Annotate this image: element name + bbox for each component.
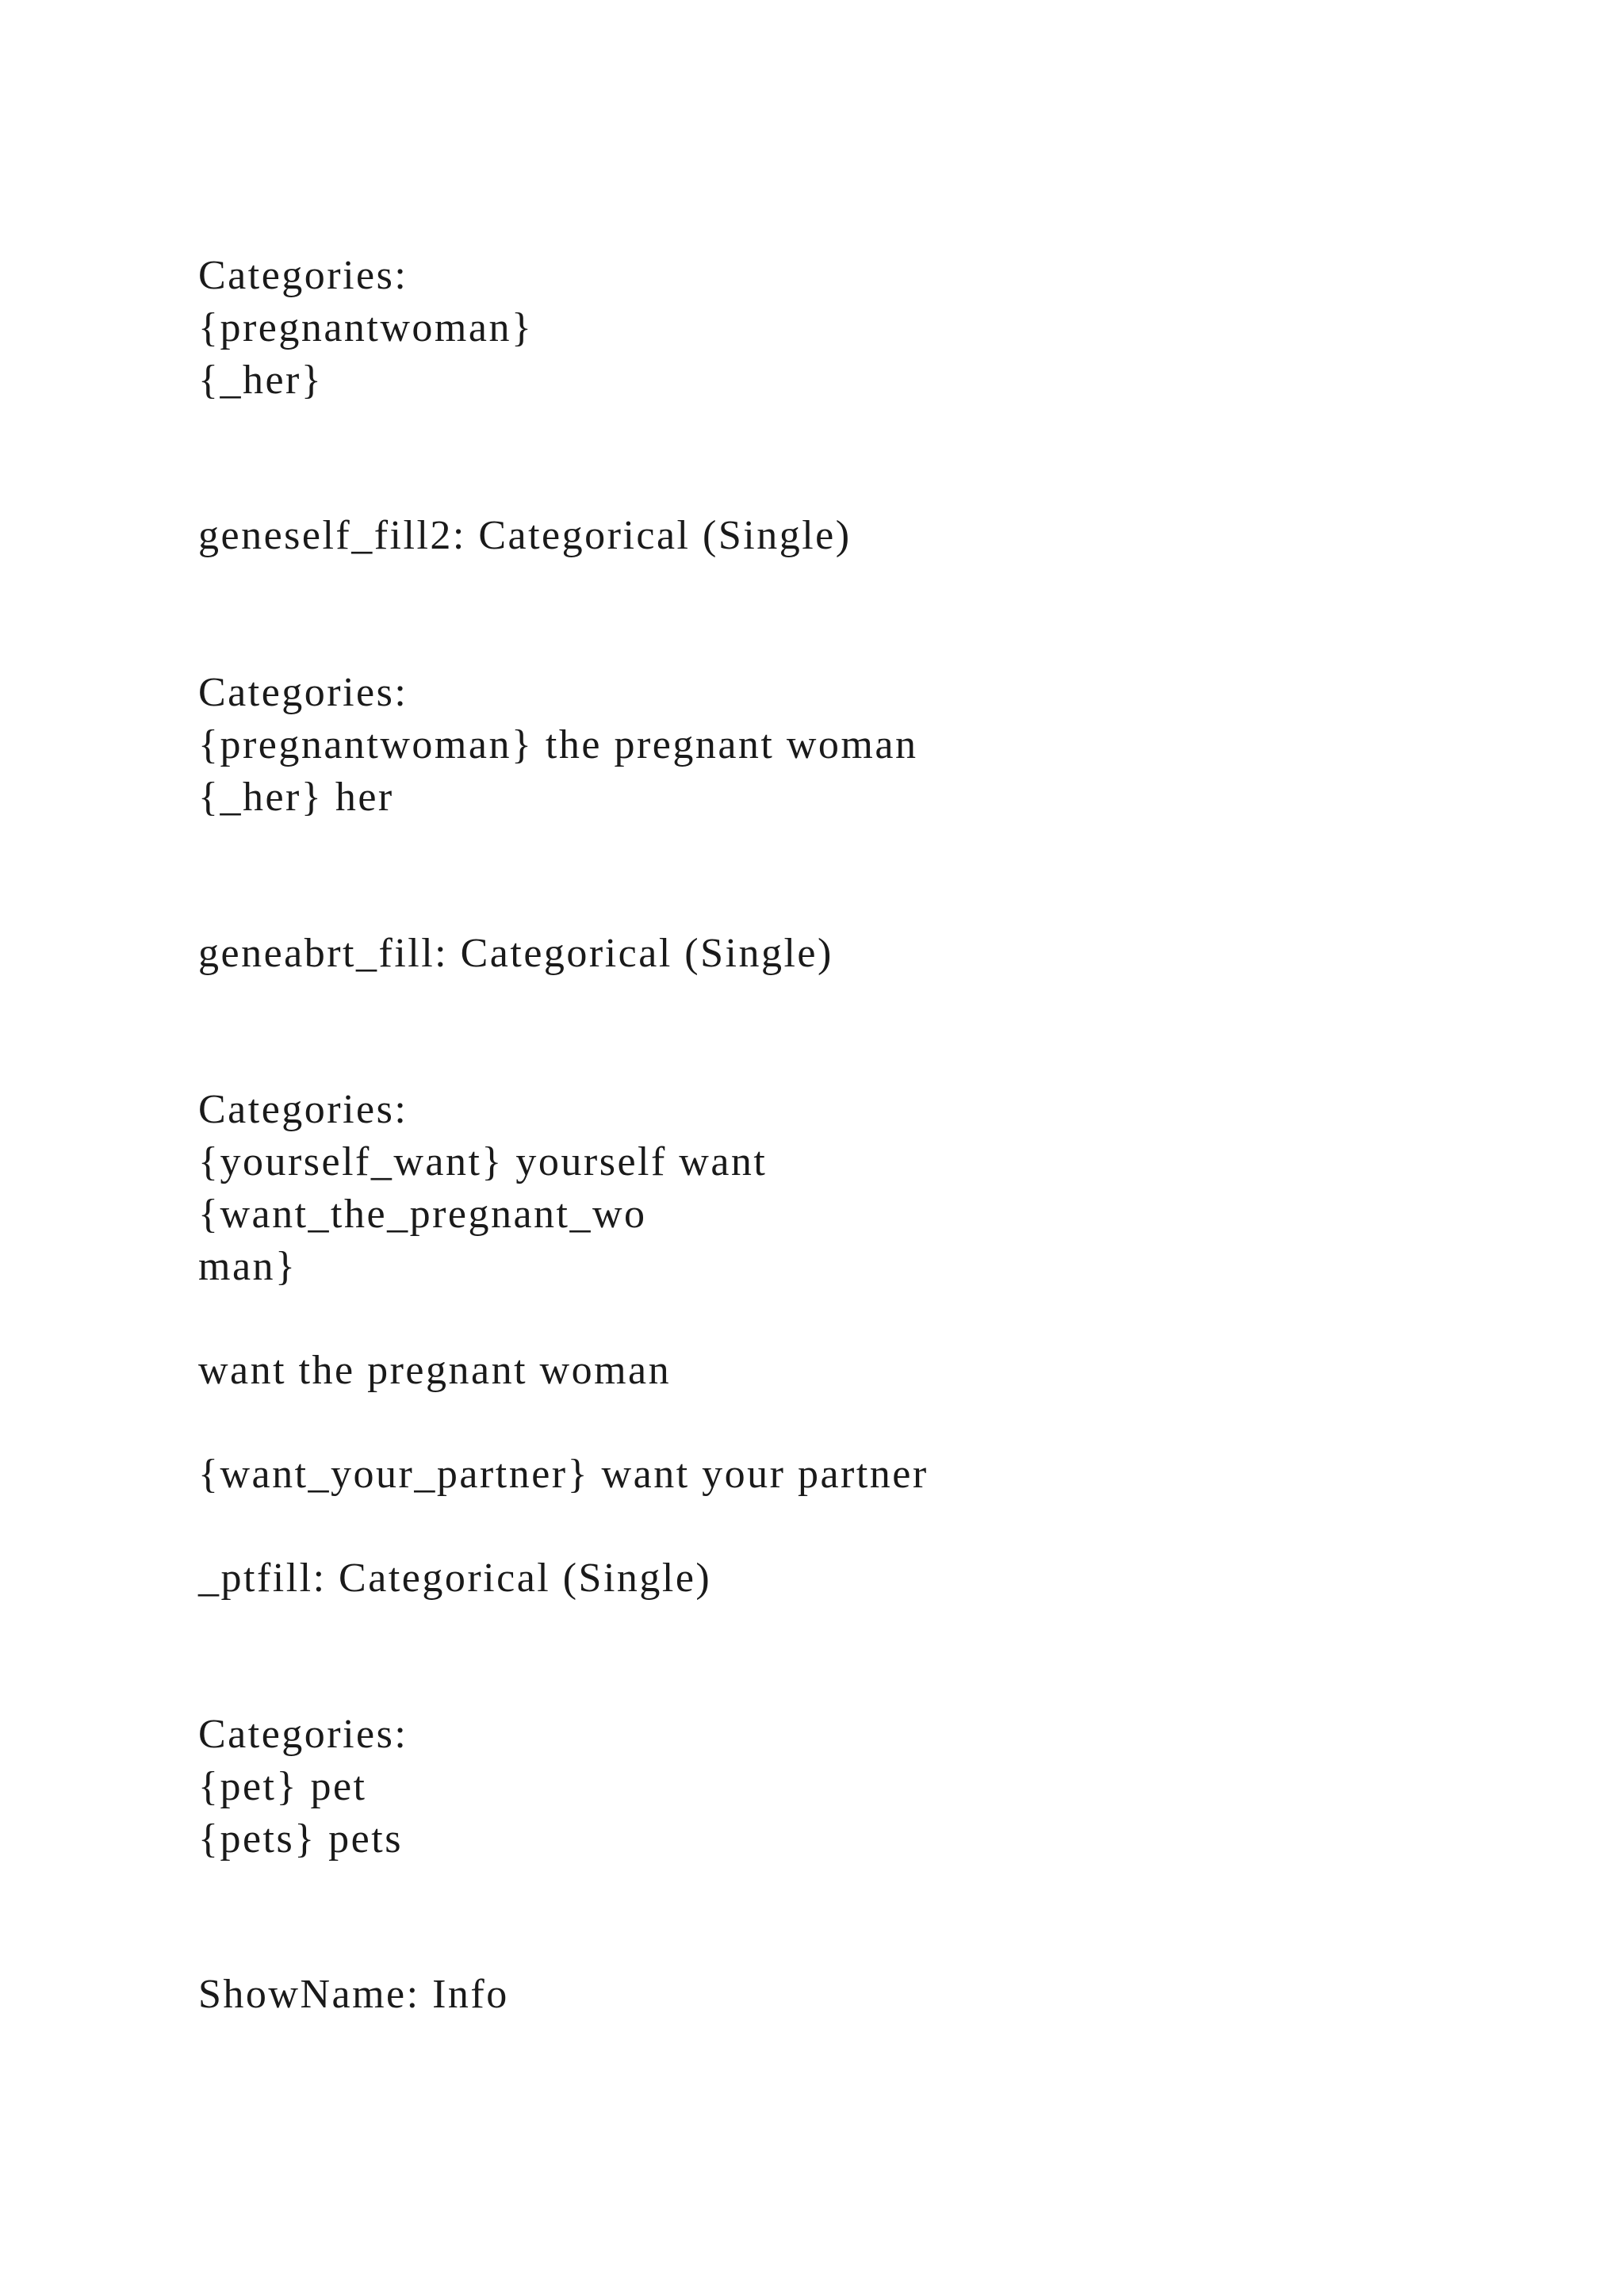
- category-her-code: {_her}: [198, 358, 324, 403]
- variable-geneabrt-fill: geneabrt_fill: Categorical (Single): [198, 931, 833, 976]
- categories-heading-1: Categories:: [198, 253, 408, 298]
- category-pets: {pets} pets: [198, 1816, 403, 1862]
- categories-heading-4: Categories:: [198, 1712, 408, 1757]
- category-pregnantwoman-code: {pregnantwoman}: [198, 305, 534, 350]
- category-pregnantwoman-label: {pregnantwoman} the pregnant woman: [198, 722, 918, 767]
- category-yourself-want: {yourself_want} yourself want: [198, 1139, 768, 1184]
- variable-ptfill: _ptfill: Categorical (Single): [198, 1556, 712, 1601]
- categories-heading-3: Categories:: [198, 1087, 408, 1132]
- category-her-label: {_her} her: [198, 775, 394, 820]
- category-want-your-partner: {want_your_partner} want your partner: [198, 1452, 929, 1497]
- category-pet: {pet} pet: [198, 1764, 367, 1809]
- category-want-the-pregnant-woman-part1: {want_the_pregnant_wo: [198, 1192, 647, 1237]
- category-want-the-pregnant-woman-part2: man}: [198, 1244, 297, 1289]
- showname-info: ShowName: Info: [198, 1972, 509, 2017]
- variable-geneself-fill2: geneself_fill2: Categorical (Single): [198, 513, 852, 558]
- categories-heading-2: Categories:: [198, 670, 408, 715]
- category-want-the-pregnant-woman-label: want the pregnant woman: [198, 1348, 672, 1393]
